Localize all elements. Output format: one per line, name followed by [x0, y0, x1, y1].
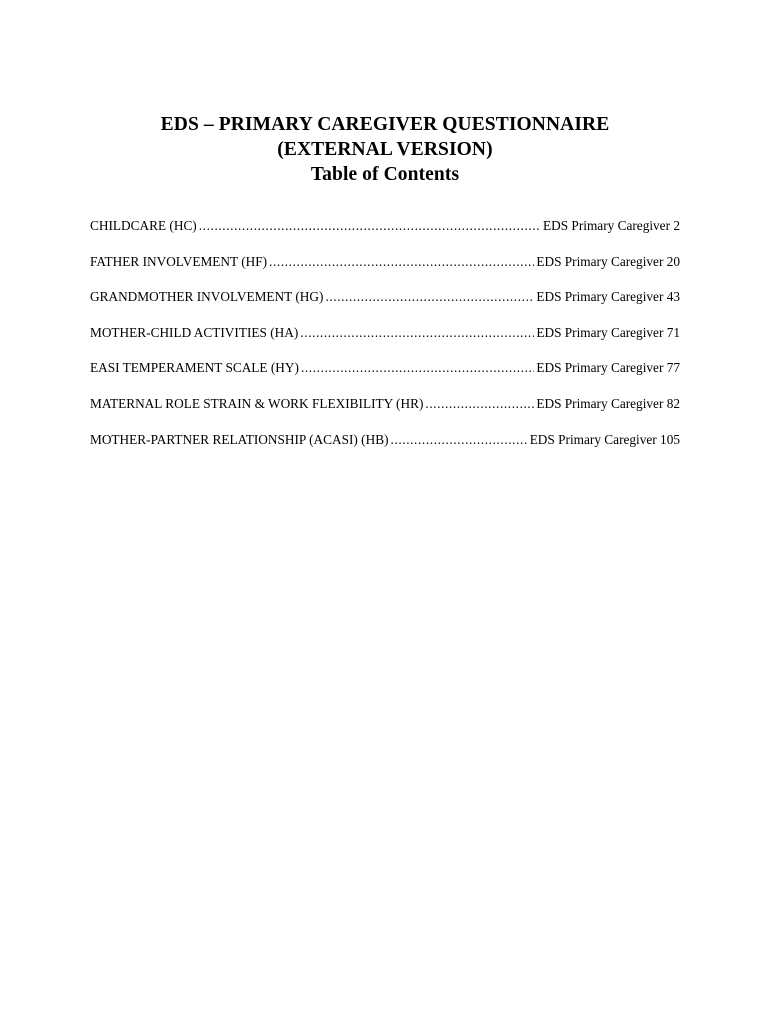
toc-entry-label: MATERNAL ROLE STRAIN & WORK FLEXIBILITY (HR)	[90, 395, 424, 411]
title-block	[0, 112, 770, 187]
toc-entry-page: EDS Primary Caregiver 2	[542, 218, 680, 233]
toc-leader-dots	[425, 396, 534, 412]
toc-entry-page: EDS Primary Caregiver 43	[536, 289, 680, 305]
document-subtitle: (EXTERNAL VERSION)	[277, 139, 493, 160]
toc-entry-page: EDS Primary Caregiver 105	[529, 431, 680, 447]
toc-entry-label: MOTHER-PARTNER RELATIONSHIP (ACASI) (HB)	[90, 431, 389, 447]
toc-entry-label: FATHER INVOLVEMENT (HF)	[90, 253, 268, 269]
toc-leader-dots	[300, 325, 534, 341]
toc-leader-dots	[325, 289, 534, 305]
toc-entry-childcare[interactable]	[90, 218, 680, 254]
document-title: EDS – PRIMARY CAREGIVER QUESTIONNAIRE	[160, 114, 610, 135]
toc-entry-label: MOTHER-CHILD ACTIVITIES (HA)	[90, 324, 299, 340]
toc-leader-dots	[269, 254, 534, 270]
toc-leader-dots	[391, 432, 528, 448]
toc-leader-dots	[199, 218, 541, 234]
toc-entry-mother-partner-relationship[interactable]	[90, 432, 680, 468]
toc-entry-label: GRANDMOTHER INVOLVEMENT (HG)	[90, 289, 324, 305]
toc-heading: Table of Contents	[310, 164, 460, 185]
toc-entry-label: CHILDCARE (HC)	[90, 218, 197, 233]
toc-leader-dots	[301, 360, 534, 376]
toc-entry-easi-temperament[interactable]	[90, 360, 680, 396]
toc-entry-label: EASI TEMPERAMENT SCALE (HY)	[90, 360, 299, 376]
table-of-contents	[90, 218, 680, 467]
toc-entry-page: EDS Primary Caregiver 82	[536, 395, 680, 411]
toc-entry-father-involvement[interactable]	[90, 254, 680, 290]
toc-entry-maternal-role-strain[interactable]	[90, 396, 680, 432]
toc-entry-mother-child-activities[interactable]	[90, 325, 680, 361]
toc-entry-grandmother-involvement[interactable]	[90, 289, 680, 325]
toc-entry-page: EDS Primary Caregiver 77	[536, 360, 680, 376]
toc-entry-page: EDS Primary Caregiver 71	[536, 324, 680, 340]
toc-entry-page: EDS Primary Caregiver 20	[536, 253, 680, 269]
